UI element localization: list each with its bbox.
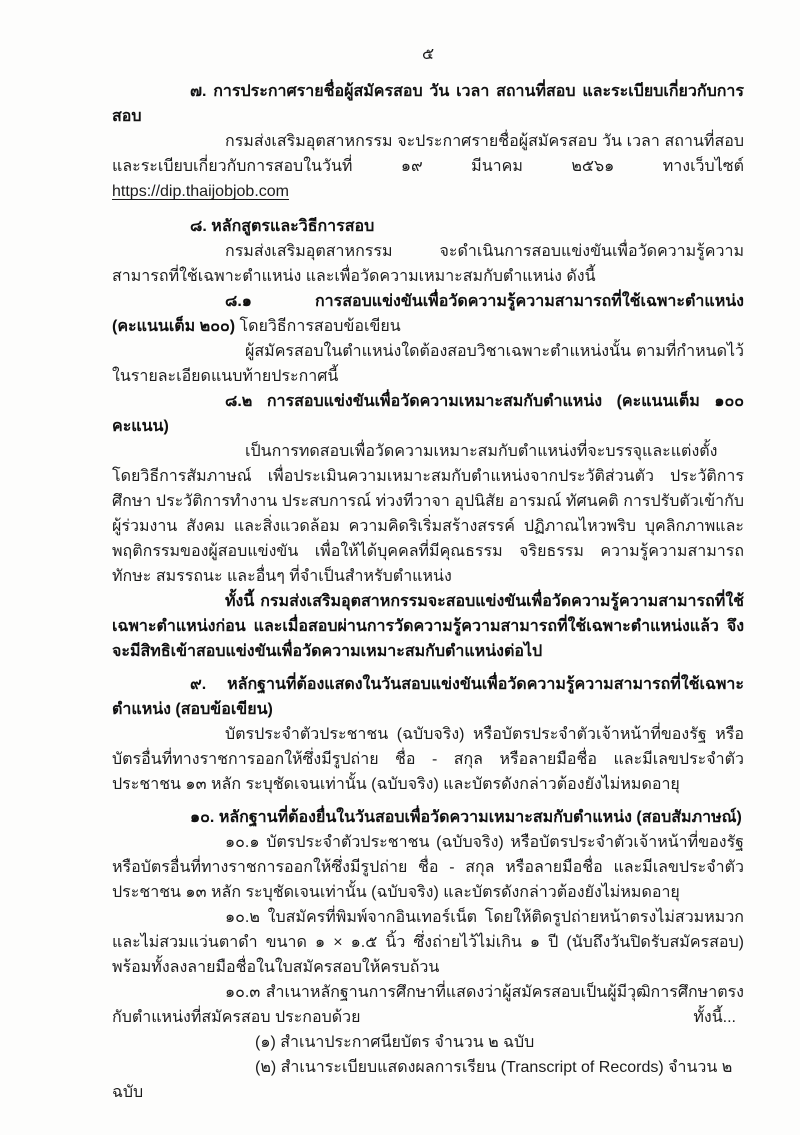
section-8-intro-paragraph: กรมส่งเสริมอุตสาหกรรม จะดำเนินการสอบแข่งขันเพื่อวัดความรู้ความสามารถที่ใช้เฉพาะตำแหน่ง และเพื่อวัดความเหมาะสมกับตำแหน่ง ดังนี้ <box>112 243 744 285</box>
document-item-2: (๒) สำเนาระเบียบแสดงผลการเรียน (Transcript of Records) จำนวน ๒ ฉบับ <box>112 1059 733 1101</box>
section-8-1-method: โดยวิธีการสอบข้อเขียน <box>239 318 401 335</box>
section-8-1-line <box>112 289 744 339</box>
section-10-heading: ๑๐. หลักฐานที่ต้องยื่นในวันสอบเพื่อวัดความเหมาะสมกับตำแหน่ง (สอบสัมภาษณ์) <box>190 809 742 826</box>
section-10-1-paragraph: ๑๐.๑ บัตรประจำตัวประชาชน (ฉบับจริง) หรือบัตรประจำตัวเจ้าหน้าที่ของรัฐ หรือบัตรอื่นที่ทางราชการออกให้ซึ่งมีรูปถ่าย ชื่อ - สกุล หรือลายมือชื่อ และมีเลขประจำตัวประชาชน ๑๓ หลัก ระบุชัดเจนเท่านั้น (ฉบับจริง) และบัตรดังกล่าวต้องยังไม่หมดอายุ <box>112 834 744 901</box>
section-9-paragraph: บัตรประจำตัวประชาชน (ฉบับจริง) หรือบัตรประจำตัวเจ้าหน้าที่ของรัฐ หรือบัตรอื่นที่ทางราชการออกให้ซึ่งมีรูปถ่าย ชื่อ - สกุล หรือลายมือชื่อ และมีเลขประจำตัวประชาชน ๑๓ หลัก ระบุชัดเจนเท่านั้น (ฉบับจริง) และบัตรดังกล่าวต้องยังไม่หมดอายุ <box>112 726 744 793</box>
section-9-heading: ๙. หลักฐานที่ต้องแสดงในวันสอบแข่งขันเพื่อวัดความรู้ความสามารถที่ใช้เฉพาะตำแหน่ง (สอบข้อเขียน) <box>112 676 744 718</box>
section-8-1-paragraph: ผู้สมัครสอบในตำแหน่งใดต้องสอบวิชาเฉพาะตำแหน่งนั้น ตามที่กำหนดไว้ในรายละเอียดแนบท้ายประกาศนี้ <box>112 343 744 385</box>
continuation-catchword: ทั้งนี้... <box>693 1009 736 1026</box>
section-8-2-paragraph: เป็นการทดสอบเพื่อวัดความเหมาะสมกับตำแหน่งที่จะบรรจุและแต่งตั้ง โดยวิธีการสัมภาษณ์ เพื่อประเมินความเหมาะสมกับตำแหน่งจากประวัติส่วนตัว ประวัติการศึกษา ประวัติการทำงาน ประสบการณ์ ท่วงทีวาจา อุปนิสัย อารมณ์ ทัศนคติ การปรับตัวเข้ากับผู้ร่วมงาน สังคม และสิ่งแวดล้อม ความคิดริเริ่มสร้างสรรค์ ปฏิภาณไหวพริบ บุคลิกภาพและพฤติกรรมของผู้สอบแข่งขัน เพื่อให้ได้บุคคลที่มีคุณธรรม จริยธรรม ความรู้ความสามารถ ทักษะ สมรรถนะ และอื่นๆ ที่จำเป็นสำหรับตำแหน่ง <box>112 443 744 585</box>
section-10-3-paragraph: ๑๐.๓ สำเนาหลักฐานการศึกษาที่แสดงว่าผู้สมัครสอบเป็นผู้มีวุฒิการศึกษาตรงกับตำแหน่งที่สมัครสอบ ประกอบด้วย <box>112 984 744 1026</box>
section-8-note-paragraph: ทั้งนี้ กรมส่งเสริมอุตสาหกรรมจะสอบแข่งขันเพื่อวัดความรู้ความสามารถที่ใช้เฉพาะตำแหน่งก่อน และเมื่อสอบผ่านการวัดความรู้ความสามารถที่ใช้เฉพาะตำแหน่งแล้ว จึงจะมีสิทธิเข้าสอบแข่งขันเพื่อวัดความเหมาะสมกับตำแหน่งต่อไป <box>112 593 744 660</box>
page-number: ๕ <box>421 46 435 63</box>
section-7-text: กรมส่งเสริมอุตสาหกรรม จะประกาศรายชื่อผู้สมัครสอบ วัน เวลา สถานที่สอบ และระเบียบเกี่ยวกับการสอบในวันที่ ๑๙ มีนาคม ๒๕๖๑ ทางเว็บไซต์ <box>112 133 744 175</box>
section-8-heading: ๘. หลักสูตรและวิธีการสอบ <box>190 218 375 235</box>
document-item-1: (๑) สำเนาประกาศนียบัตร จำนวน ๒ ฉบับ <box>255 1034 535 1051</box>
section-8-1-heading: ๘.๑ การสอบแข่งขันเพื่อวัดความรู้ความสามารถที่ใช้เฉพาะตำแหน่ง (คะแนนเต็ม ๒๐๐) <box>112 293 744 335</box>
section-7-paragraph <box>112 129 744 204</box>
section-10-2-paragraph: ๑๐.๒ ใบสมัครที่พิมพ์จากอินเทอร์เน็ต โดยให้ติดรูปถ่ายหน้าตรงไม่สวมหมวกและไม่สวมแว่นตาดำ ขนาด ๑ × ๑.๕ นิ้ว ซึ่งถ่ายไว้ไม่เกิน ๑ ปี (นับถึงวันปิดรับสมัครสอบ) พร้อมทั้งลงลายมือชื่อในใบสมัครสอบให้ครบถ้วน <box>112 909 744 976</box>
section-8-2-heading: ๘.๒ การสอบแข่งขันเพื่อวัดความเหมาะสมกับตำแหน่ง (คะแนนเต็ม ๑๐๐ คะแนน) <box>112 393 744 435</box>
website-url: https://dip.thaijobjob.com <box>112 183 289 200</box>
section-7-heading: ๗. การประกาศรายชื่อผู้สมัครสอบ วัน เวลา สถานที่สอบ และระเบียบเกี่ยวกับการสอบ <box>112 83 744 125</box>
